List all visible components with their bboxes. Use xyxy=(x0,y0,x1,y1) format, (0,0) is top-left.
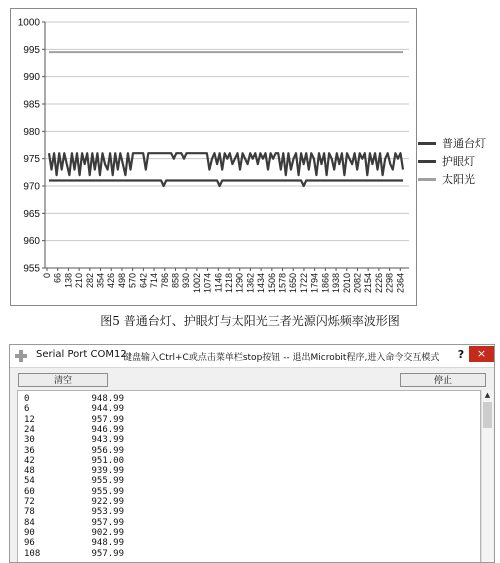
output-value: 956.99 xyxy=(91,445,124,456)
output-index: 42 xyxy=(24,455,35,466)
x-tick-label: 1434 xyxy=(256,273,267,294)
x-tick-label: 858 xyxy=(170,273,181,289)
x-tick-label: 1938 xyxy=(331,273,342,294)
x-tick-label: 1722 xyxy=(298,273,309,294)
stop-button[interactable]: 停止 xyxy=(400,373,486,387)
x-tick-label: 1146 xyxy=(213,273,224,293)
scroll-up-arrow-icon[interactable]: ▲ xyxy=(484,391,491,399)
output-value: 951.00 xyxy=(91,455,124,466)
output-value: 957.99 xyxy=(91,414,124,425)
figure-caption: 图5 普通台灯、护眼灯与太阳光三者光源闪烁频率波形图 xyxy=(100,314,400,328)
legend-item xyxy=(418,170,500,188)
output-index: 60 xyxy=(24,486,35,497)
legend-label: 护眼灯 xyxy=(442,155,475,168)
clear-button[interactable]: 清空 xyxy=(18,373,108,387)
output-index: 96 xyxy=(24,538,35,549)
output-value: 922.99 xyxy=(91,497,124,507)
legend-swatch-lamp xyxy=(418,142,436,145)
serial-output[interactable] xyxy=(17,390,481,563)
x-tick-label: 210 xyxy=(74,273,85,289)
output-index: 30 xyxy=(24,435,35,446)
output-index: 108 xyxy=(24,548,41,559)
vertical-scrollbar[interactable] xyxy=(481,390,493,563)
y-tick-label: 985 xyxy=(23,99,40,111)
x-tick-label: 0 xyxy=(42,273,52,279)
chart-frame xyxy=(10,8,417,306)
x-tick-label: 498 xyxy=(116,273,127,289)
output-value: 955.99 xyxy=(91,486,124,497)
x-tick-label: 1794 xyxy=(309,273,320,294)
serial-port-window xyxy=(9,344,495,563)
x-tick-label: 1866 xyxy=(320,273,331,294)
x-tick-label: 1074 xyxy=(202,273,213,294)
chart-legend xyxy=(418,134,500,188)
x-tick-label: 642 xyxy=(138,273,149,289)
x-tick-label: 1362 xyxy=(245,273,256,294)
output-value: 946.99 xyxy=(91,424,124,435)
series-line-desk-lamp xyxy=(49,153,403,175)
x-tick-label: 2154 xyxy=(363,273,374,294)
output-value: 902.99 xyxy=(91,527,124,538)
legend-item xyxy=(418,152,500,170)
output-index: 0 xyxy=(24,394,30,404)
legend-label: 太阳光 xyxy=(442,173,475,186)
series-line-eye-lamp xyxy=(49,181,403,187)
output-value: 957.99 xyxy=(91,548,124,559)
output-value: 948.99 xyxy=(91,538,124,549)
y-tick-label: 955 xyxy=(23,263,40,275)
plus-icon xyxy=(14,349,28,363)
x-tick-label: 1218 xyxy=(224,273,234,294)
chart-svg xyxy=(11,9,416,305)
legend-label: 普通台灯 xyxy=(442,137,486,150)
x-tick-label: 354 xyxy=(95,273,106,289)
x-tick-label: 570 xyxy=(127,273,138,289)
legend-swatch-sunlight xyxy=(418,178,436,181)
x-tick-label: 66 xyxy=(52,273,63,284)
output-value: 953.99 xyxy=(91,507,124,518)
x-tick-label: 714 xyxy=(149,273,160,289)
output-index: 78 xyxy=(24,507,35,518)
x-tick-label: 2298 xyxy=(384,273,395,294)
x-tick-label: 2010 xyxy=(341,273,352,294)
x-tick-label: 1650 xyxy=(288,273,299,294)
output-value: 957.99 xyxy=(91,517,124,528)
scroll-thumb[interactable] xyxy=(483,402,492,428)
x-tick-label: 930 xyxy=(181,273,192,289)
output-index: 12 xyxy=(24,414,35,425)
close-button[interactable]: × xyxy=(469,346,494,362)
x-tick-label: 786 xyxy=(159,273,170,289)
output-value: 948.99 xyxy=(91,394,124,404)
output-index: 48 xyxy=(24,466,35,477)
output-value: 943.99 xyxy=(91,435,124,446)
y-tick-label: 965 xyxy=(23,208,40,220)
window-title: Serial Port COM12 xyxy=(36,349,127,360)
x-tick-label: 1506 xyxy=(266,273,277,294)
x-tick-label: 1002 xyxy=(191,273,202,294)
y-tick-label: 975 xyxy=(23,154,40,166)
legend-swatch-eye-lamp xyxy=(418,160,436,163)
x-tick-label: 1578 xyxy=(277,273,288,294)
output-value: 944.99 xyxy=(91,404,124,415)
y-tick-label: 1000 xyxy=(17,17,40,29)
x-tick-label: 282 xyxy=(84,273,95,289)
x-tick-label: 2364 xyxy=(395,273,406,294)
y-tick-label: 980 xyxy=(23,126,40,138)
output-index: 84 xyxy=(24,517,35,528)
output-value: 955.99 xyxy=(91,476,124,487)
output-index: 36 xyxy=(24,445,35,456)
y-tick-label: 970 xyxy=(23,181,40,193)
y-tick-label: 960 xyxy=(23,236,40,248)
y-tick-label: 995 xyxy=(23,44,40,56)
y-tick-label: 990 xyxy=(23,72,40,84)
legend-item xyxy=(418,134,500,152)
output-value: 939.99 xyxy=(91,466,124,477)
x-tick-label: 2226 xyxy=(373,273,384,294)
output-index: 24 xyxy=(24,424,35,435)
title-bar[interactable] xyxy=(10,345,494,368)
output-index: 90 xyxy=(24,527,35,538)
x-tick-label: 138 xyxy=(63,273,74,289)
x-tick-label: 426 xyxy=(106,273,117,289)
output-index: 54 xyxy=(24,476,35,487)
output-index: 72 xyxy=(24,497,35,507)
x-tick-label: 2082 xyxy=(352,273,363,294)
output-index: 6 xyxy=(24,404,30,415)
x-tick-label: 1290 xyxy=(234,273,245,294)
help-button[interactable]: ? xyxy=(457,348,465,361)
window-hint: 键盘输入Ctrl+C或点击菜单栏stop按钮 -- 退出Microbit程序,进入命令交互模式 xyxy=(123,353,440,363)
